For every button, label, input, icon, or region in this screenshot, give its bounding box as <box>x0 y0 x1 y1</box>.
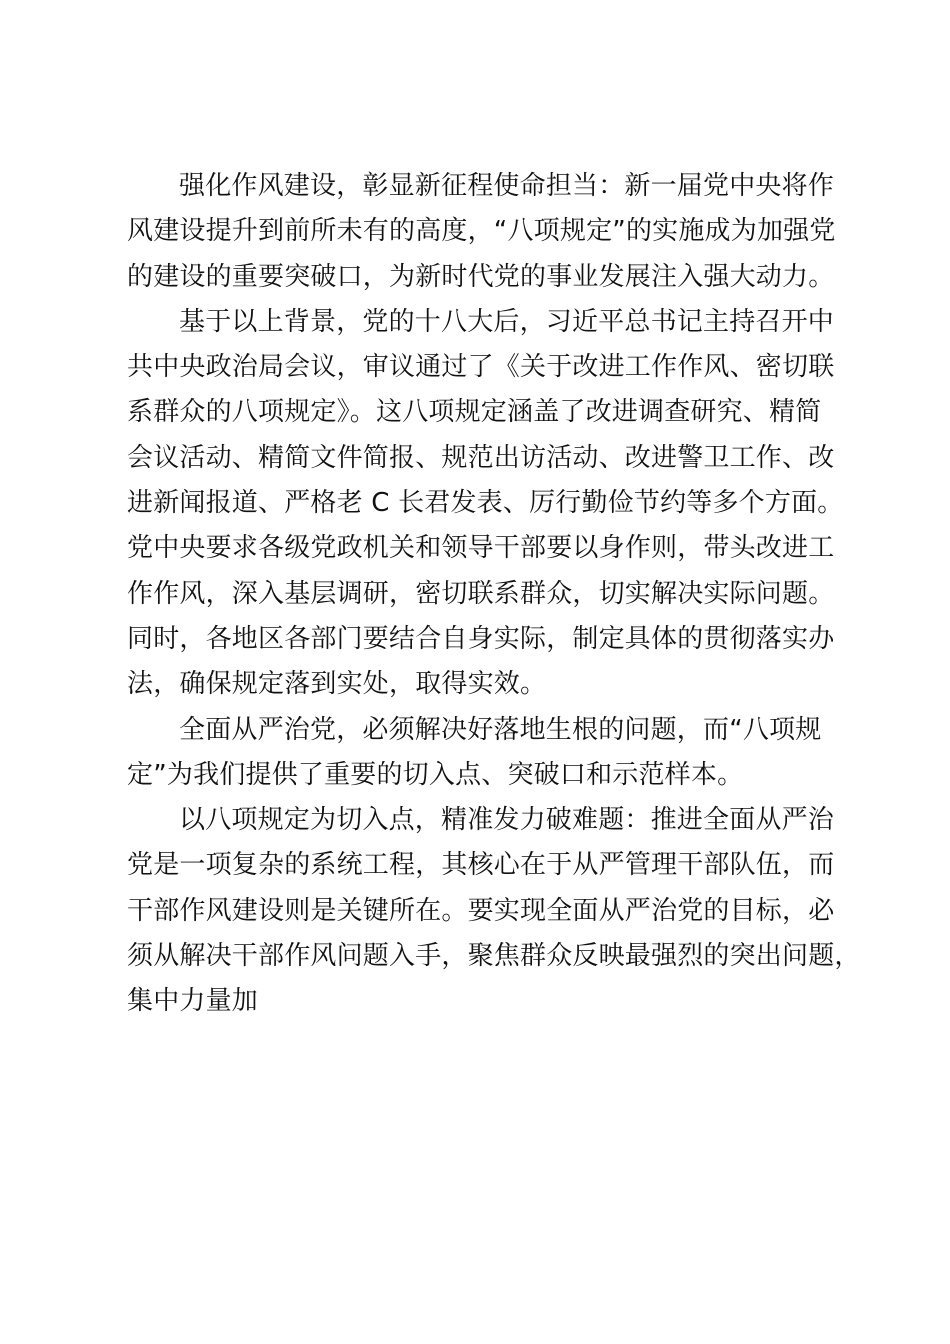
text-line: 党是一项复杂的系统工程，其核心在于从严管理干部队伍，而 <box>127 850 835 881</box>
text-line: 干部作风建设则是关键所在。要实现全面从严治党的目标，必 <box>127 895 835 926</box>
text-line: 系群众的八项规定》。这八项规定涵盖了改进调查研究、精简 <box>127 397 822 428</box>
text-line: 须从解决干部作风问题入手，聚焦群众反映最强烈的突出问题， <box>127 941 861 972</box>
text-line: 风建设提升到前所未有的高度，“八项规定”的实施成为加强党 <box>127 216 836 247</box>
paragraph-3 <box>127 708 857 799</box>
text-line: 党中央要求各级党政机关和领导干部要以身作则，带头改进工 <box>127 533 835 564</box>
paragraph-1 <box>127 164 857 300</box>
text-line: 以八项规定为切入点，精准发力破难题：推进全面从严治 <box>179 805 835 836</box>
text-line: 基于以上背景，党的十八大后，习近平总书记主持召开中 <box>179 306 835 337</box>
text-line: 会议活动、精简文件简报、规范出访活动、改进警卫工作、改 <box>127 442 835 473</box>
text-line: 全面从严治党，必须解决好落地生根的问题，而“八项规 <box>179 714 822 745</box>
text-line: 共中央政治局会议，审议通过了《关于改进工作作风、密切联 <box>127 352 835 383</box>
text-line: 定”为我们提供了重要的切入点、突破口和示范样本。 <box>127 759 744 790</box>
text-line: 作作风，深入基层调研，密切联系群众，切实解决实际问题。 <box>127 578 835 609</box>
text-line: 同时，各地区各部门要结合自身实际，制定具体的贯彻落实办 <box>127 623 835 654</box>
document-page <box>127 164 861 1025</box>
text-line: 的建设的重要突破口，为新时代党的事业发展注入强大动力。 <box>127 261 835 292</box>
paragraph-4 <box>127 798 861 1024</box>
paragraph-2 <box>127 300 857 708</box>
text-line: 强化作风建设，彰显新征程使命担当：新一届党中央将作 <box>179 171 835 201</box>
text-line: 法，确保规定落到实处，取得实效。 <box>127 669 547 700</box>
text-line: 集中力量加 <box>127 986 259 1017</box>
text-line: 进新闻报道、严格老 C 长君发表、厉行勤俭节约等多个方面。 <box>127 488 844 519</box>
